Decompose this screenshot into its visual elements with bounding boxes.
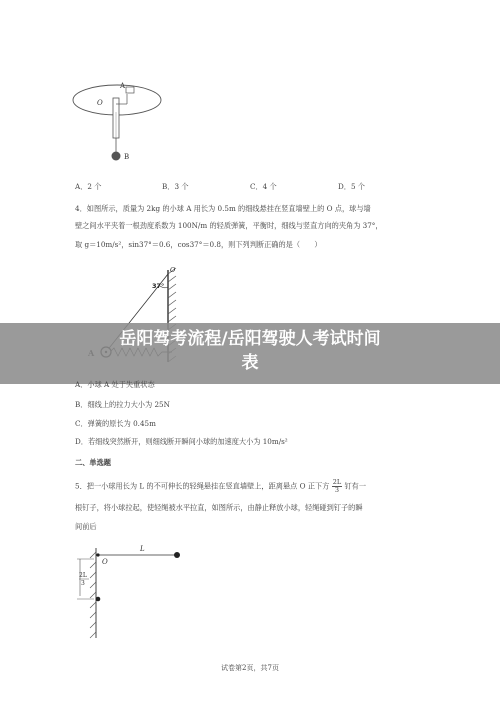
label-b: B [124,153,130,161]
q4-option-a: A．小球 A 处于失重状态 [75,380,155,389]
label-o: O [97,99,103,107]
label-l: L [140,545,145,553]
banner-line-1: 岳阳驾考流程/岳阳驾驶人考试时间 [119,329,381,349]
q3-option-d: D．5 个 [338,182,365,191]
pivot-o [96,553,99,556]
q3-option-b: B．3 个 [162,182,189,191]
q4-line-3: 取 g＝10m/s²，sin37°＝0.6，cos37°＝0.8，则下列判断正确的是（ ） [75,240,322,249]
q5-frac-num: 2L [332,478,342,486]
q5-line-1 [75,479,366,494]
q5-frac-den: 3 [334,486,339,494]
label-o: O [102,558,108,566]
nail [96,597,101,602]
q4-option-c: C．弹簧的原长为 0.45m [75,419,156,428]
banner-title [0,327,500,375]
q5-line-1b: 钉有一 [344,481,367,491]
q4-option-b: B．细线上的拉力大小为 25N [75,400,170,409]
q5-fraction [332,479,342,494]
q5-figure [72,542,192,642]
ball-b [112,152,121,161]
q3-option-c: C．4 个 [250,182,277,191]
banner-line-2: 表 [241,353,259,373]
q4-option-d: D．若细线突然断开，则细线断开瞬间小球的加速度大小为 10m/s² [75,437,288,446]
fig-frac-den: 3 [81,580,85,587]
q5-line-2: 根钉子，将小球拉起，使轻绳被水平拉直，如图所示，由静止释放小球，轻绳碰到钉子的瞬 [75,503,363,512]
label-a: A [120,82,126,90]
angle-label: 37° [152,282,165,290]
page-footer: 试卷第2页，共7页 [221,664,279,672]
section-title: 二、单选题 [75,458,111,467]
q5-line-3: 间前后 [75,522,97,531]
q4-line-2: 壁之间水平夹着一根劲度系数为 100N/m 的轻质弹簧，平衡时，细线与竖直方向的夹角为 37°， [75,221,383,230]
block-a [126,87,134,93]
turntable-figure [70,72,170,172]
ball [174,552,180,558]
label-o: O [170,266,176,274]
q3-option-a: A．2 个 [75,182,102,191]
q4-line-1: 4．如图所示，质量为 2kg 的小球 A 用长为 0.5m 的细线悬挂在竖直墙壁上的 O 点，球与墙 [75,204,371,213]
fig-frac-num: 2L [79,572,87,579]
q5-line-1a: 5．把一小球用长为 L 的不可伸长的轻绳悬挂在竖直墙壁上，距离悬点 O 正下方 [75,481,330,491]
